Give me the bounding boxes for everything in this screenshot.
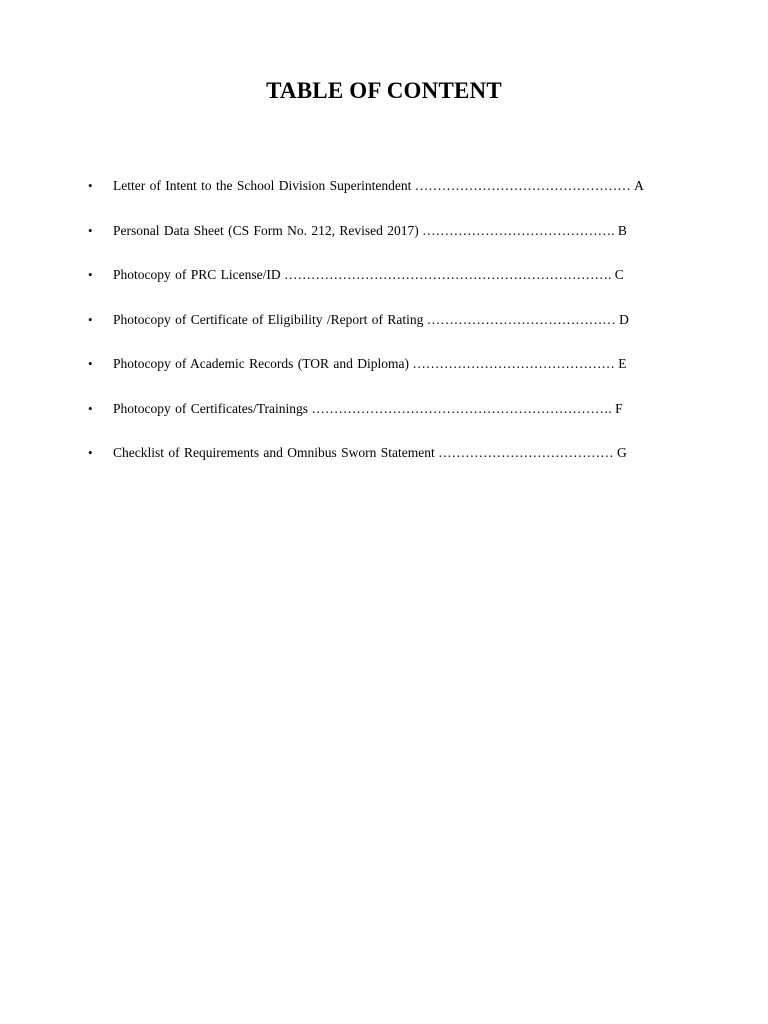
bullet-icon: • [88, 400, 93, 416]
toc-leader-dots: …………………………………………………………. [311, 400, 612, 416]
toc-item-personal-data-sheet [86, 223, 678, 239]
toc-item-label: Photocopy of Certificates/Trainings [113, 400, 308, 416]
bullet-icon: • [88, 311, 93, 327]
toc-item-academic-records [86, 356, 678, 372]
toc-item-label: Letter of Intent to the School Division Superintendent [113, 178, 412, 193]
toc-item-letter: G [616, 445, 627, 460]
toc-leader-dots: ………………………………… [438, 445, 614, 460]
toc-item-letter: B [617, 222, 627, 238]
toc-item-letter: D [619, 311, 629, 327]
bullet-icon: • [88, 178, 93, 193]
bullet-icon: • [88, 222, 93, 238]
toc-item-letter: E [618, 356, 627, 371]
toc-item-letter: A [634, 178, 644, 193]
toc-item-label: Photocopy of Certificate of Eligibility /Report of Rating [113, 311, 424, 327]
toc-leader-dots: ………………………………………… [414, 178, 631, 193]
bullet-icon: • [88, 445, 93, 460]
toc-leader-dots: ……………………………………… [412, 356, 615, 371]
toc-item-label: Personal Data Sheet (CS Form No. 212, Revised 2017) [113, 222, 419, 238]
bullet-icon: • [88, 267, 93, 282]
toc-item-checklist-omnibus [86, 445, 678, 461]
toc-item-label: Photocopy of PRC License/ID [113, 267, 281, 282]
table-of-contents-list [86, 178, 678, 490]
toc-leader-dots: …………………………………… [426, 311, 616, 327]
toc-leader-dots: ………………………………………………………………. [284, 267, 612, 282]
toc-item-letter: C [614, 267, 624, 282]
toc-item-certificates-trainings [86, 401, 678, 417]
toc-item-label: Checklist of Requirements and Omnibus Sworn Statement [113, 445, 435, 460]
toc-item-prc-license [86, 267, 678, 283]
toc-leader-dots: ……………………………………. [422, 222, 615, 238]
toc-item-label: Photocopy of Academic Records (TOR and Diploma) [113, 356, 409, 371]
toc-item-letter: F [615, 400, 623, 416]
toc-item-letter-of-intent [86, 178, 678, 194]
toc-item-eligibility-certificate [86, 312, 678, 328]
page-title: TABLE OF CONTENT [266, 78, 502, 103]
bullet-icon: • [88, 356, 93, 371]
